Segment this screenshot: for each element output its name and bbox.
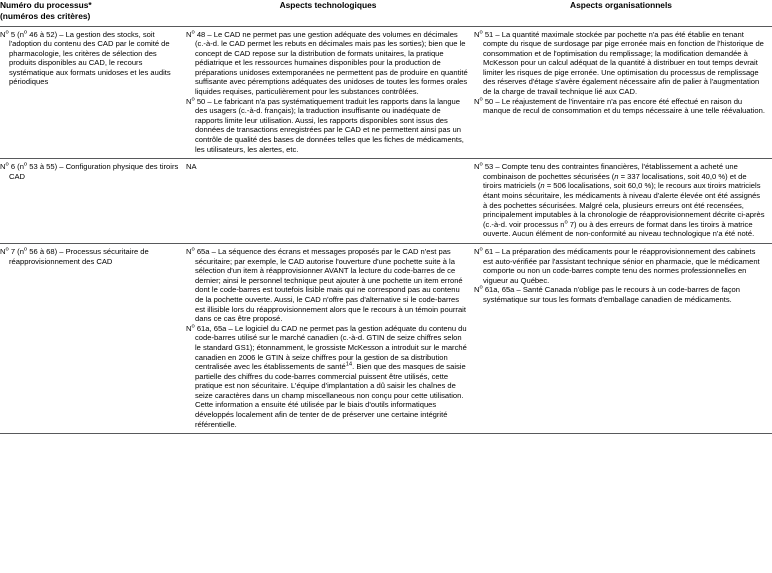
column-header-process-line1: Numéro du processus* xyxy=(0,0,92,10)
cell-technological xyxy=(186,26,474,159)
table-row xyxy=(0,159,772,244)
cell-technological xyxy=(186,243,474,433)
table-row xyxy=(0,26,772,159)
finding-item: $N^o$ 50 – Le réajustement de l'inventaire n'a pas encore été effectué en raison du manque de recul de consommation et du temps nécessaire à une telle réévaluation. xyxy=(474,96,765,116)
column-header-process xyxy=(0,0,186,26)
process-label: $N^o$ 7 ($n^o$ 56 à 68) – Processus sécuritaire de réapprovisionnement des CAD xyxy=(0,246,149,266)
finding-item: $N^o$ 61 – La préparation des médicaments pour le réapprovisionnement des cabinets est auto-vérifiée par l'assistant technique sénior en pharmacie, que le médicament comporte ou non un code-barres compte tenu des normes professionnelles en vigueur au Québec. xyxy=(474,246,760,285)
table-header-row xyxy=(0,0,772,26)
column-header-process-line2: (numéros des critères) xyxy=(0,10,91,21)
cell-process xyxy=(0,159,186,244)
finding-item: $N^o$ 61a, 65a – Le logiciel du CAD ne permet pas la gestion adéquate du contenu du code-barres utilisé sur le marché canadien (c.-à-d. GTIN de seize chiffres selon le standard GS1); étonnamment, le grossiste McKesson a introduit sur le marché canadien en 2006 le GTIN à seize chiffres pour la gestion de sa distribution centralisée avec les établissements de santé$^{14}$. Bien que des masques de saisie partielle des chiffres du code-barres commercial puissent être utilisés, cette pratique est non sécuritaire. L'équipe d'implantation a dû saisir les chaînes de seize caractères dans un champ miscellaneous non conçu pour cette utilisation. Cette information a ensuite été utilisée par le biais d'outils informatiques développés localement afin de tenter de de préserver une certaine intégrité référentielle. xyxy=(186,323,467,429)
cell-organisational xyxy=(474,159,772,244)
process-label: $N^o$ 6 ($n^o$ 53 à 55) – Configuration physique des tiroirs CAD xyxy=(0,161,179,181)
table-body xyxy=(0,26,772,434)
table-header xyxy=(0,0,772,26)
finding-item-na: NA xyxy=(186,162,197,172)
finding-item: $N^o$ 53 – Compte tenu des contraintes financières, l'établissement a acheté une combinaison de pochettes sécurisées (n = 337 localisations, soit 40,0 %) et de tiroirs matriciels (n = 506 localisations, soit 60,0 %); le recours aux tiroirs matriciels étant moins sécuritaire, les médicaments à niveau d'alerte élevée ont été assignés à des pochettes sécurisées. Malgré cela, plusieurs erreurs ont été recensées, principalement imputables à la chronologie de réapprovisionnement décrite ci-après (c.-à-d. voir processus $n^o$ 7) ou à des erreurs de format dans les tiroirs à matrice ouverte. Aucun élément de non-conformité au niveau technologique n'a été noté. xyxy=(474,161,765,239)
cell-process xyxy=(0,243,186,433)
cell-organisational xyxy=(474,243,772,433)
finding-item: $N^o$ 65a – La séquence des écrans et messages proposés par le CAD n'est pas sécuritaire; par exemple, le CAD autorise l'ouverture d'une pochette suite à la sélection d'un item à réapprovisionner AVANT la lecture du code-barres de ce dernier; ainsi le personnel technique peut ajouter à une pochette un item erroné dont le code-barres est toutefois lisible mais qui ne correspond pas au contenu de la pochette ouverte. Aussi, le CAD n'offre pas d'alternative si le code-barres est illisible lors du réapprovisionnement alors que le recours à un témoin pourrait dans ce cas être proposé. xyxy=(186,246,466,324)
finding-item: $N^o$ 51 – La quantité maximale stockée par pochette n'a pas été établie en tenant compte du risque de surdosage par pige erronée mais en fonction de l'historique de consommation et de l'optimisation du remplissage; la modification demandée à McKesson pour un calcul adéquat de la quantité à distribuer en tout temps devrait limiter les risques de pige erronée. Une optimisation du processus de remplissage des réserves d'étage s'avère également nécessaire afin de palier à l'augmentation de la charge de travail technique lié aux CAD. xyxy=(474,28,764,97)
column-header-organisational: Aspects organisationnels xyxy=(474,0,772,26)
cell-process xyxy=(0,26,186,159)
table-row xyxy=(0,243,772,433)
cell-organisational xyxy=(474,26,772,159)
cell-technological xyxy=(186,159,474,244)
finding-item: $N^o$ 48 – Le CAD ne permet pas une gestion adéquate des volumes en décimales (c.-à-d. le CAD permet les rebuts en décimales mais pas les sorties); bien que le concept de CAD repose sur la distribution de formats unitaires, la pratique pédiatrique et les ressources humaines disponibles pour la production de préparations unidoses extemporanées ne permettent pas de produire en quantité suffisante avec péremptions adéquates des unidoses de toutes les formes orales liquides requises, particulièrement pour les substances contrôlées. xyxy=(186,28,468,97)
finding-item: $N^o$ 50 – Le fabricant n'a pas systématiquement traduit les rapports dans la langue des usagers (c.-à-d. français); la traduction insuffisante ou inadéquate de rapports limite leur utilisation. Aussi, les rapports disponibles sont issus des données de transactions enregistrées par le CAD et ne permettent ainsi pas un contrôle de qualité des bases de données telles que les fiches de médicaments, les utilisateurs, les alertes, etc. xyxy=(186,96,464,154)
finding-item: $N^o$ 61a, 65a – Santé Canada n'oblige pas le recours à un code-barres de façon systématique sur tous les formats d'emballage canadien de médicaments. xyxy=(474,284,741,304)
process-label: $N^o$ 5 ($n^o$ 46 à 52) – La gestion des stocks, soit l'adoption du contenu des CAD par le comité de pharmacologie, les critères de sélection des produits disponibles au CAD, le recours systématique aux formats unidoses et les audits périodiques xyxy=(0,28,171,87)
column-header-technological: Aspects technologiques xyxy=(186,0,474,26)
